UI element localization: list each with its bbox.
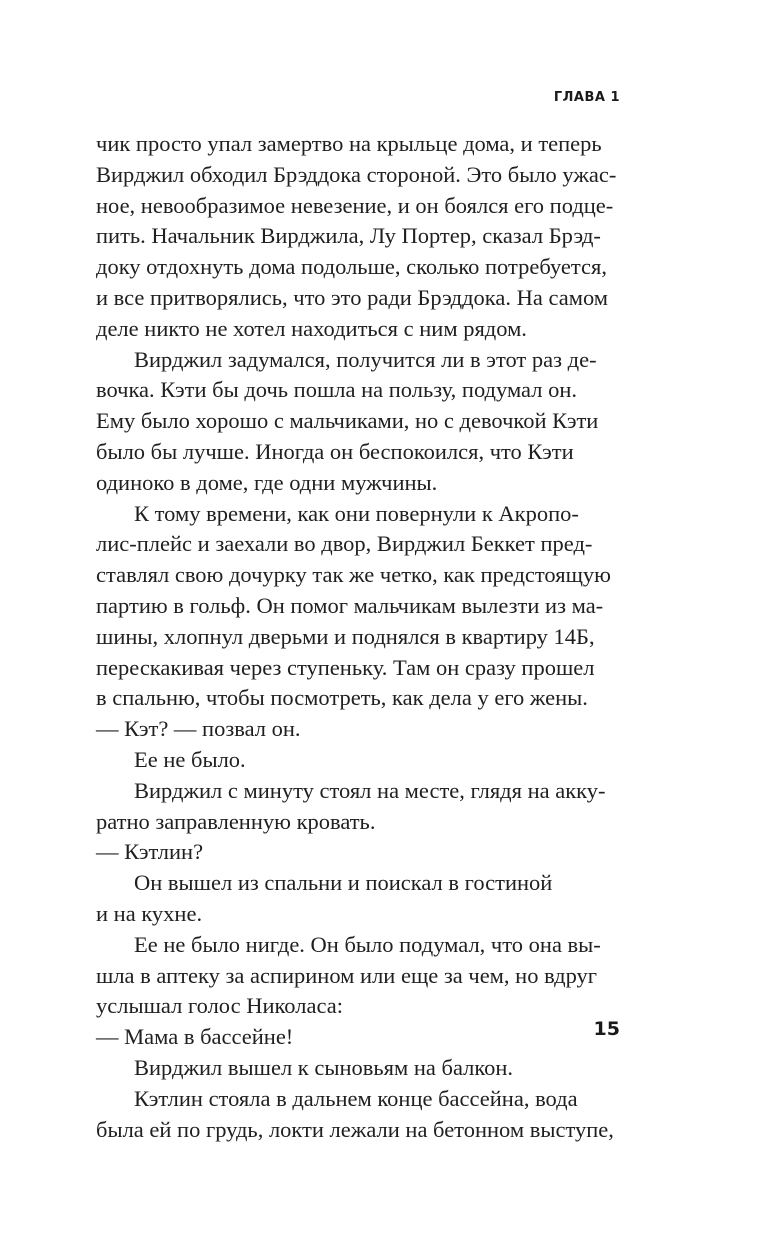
text-line: деле никто не хотел находиться с ним рядом. [96,315,527,341]
text-line: было бы лучше. Иногда он беспокоился, что Кэти [96,438,574,464]
text-line: Кэтлин стояла в дальнем конце бассейна, вода [134,1085,578,1111]
text-line: Вирджил обходил Брэддока стороной. Это было ужас- [96,161,617,187]
running-head: ГЛАВА 1 [553,90,620,105]
text-line: Вирджил задумался, получится ли в этот раз де- [134,346,597,372]
text-line: Ее не было нигде. Он было подумал, что она вы- [134,931,601,957]
text-line: и на кухне. [96,900,203,926]
text-line: ставлял свою дочурку так же четко, как предстоящую [96,562,611,588]
text-line: пить. Начальник Вирджила, Лу Портер, сказал Брэд- [96,223,601,249]
text-line: — Мама в бассейне! [96,1024,294,1050]
text-line: чик просто упал замертво на крыльце дома, и теперь [96,131,602,156]
text-line: доку отдохнуть дома подольше, сколько потребуется, [96,254,607,280]
page-number: 15 [593,1018,620,1040]
text-line: Он вышел из спальни и поискал в гостиной [134,870,553,896]
text-line: Вирджил вышел к сыновьям на балкон. [134,1054,514,1080]
text-line: ное, невообразимое невезение, и он боялся его подце- [96,192,614,218]
text-line: шины, хлопнул дверьми и поднялся в квартиру 14Б, [96,623,595,649]
text-line: Вирджил с минуту стоял на месте, глядя на акку- [134,777,606,803]
text-line: в спальню, чтобы посмотреть, как дела у его жены. [96,685,588,711]
text-line: партию в гольф. Он помог мальчикам вылезти из ма- [96,592,604,618]
text-line: К тому времени, как они повернули к Акропо- [134,500,579,526]
text-line: Ему было хорошо с мальчиками, но с девочкой Кэти [96,408,599,434]
text-line: лис-плейс и заехали во двор, Вирджил Беккет пред- [96,531,593,557]
text-line: перескакивая через ступеньку. Там он сразу прошел [96,654,595,680]
text-line: была ей по грудь, локти лежали на бетонном выступе, [96,1116,614,1142]
text-line: и все притворялись, что это ради Брэддока. На самом [96,284,609,310]
body-text [96,129,622,1145]
text-line: шла в аптеку за аспирином или еще за чем, но вдруг [96,962,598,988]
text-line: — Кэтлин? [96,839,204,865]
text-line: Ее не было. [134,746,246,772]
text-line: — Кэт? — позвал он. [96,716,301,742]
text-line: одиноко в доме, где одни мужчины. [96,469,438,495]
text-line: вочка. Кэти бы дочь пошла на пользу, подумал он. [96,377,577,403]
text-line: ратно заправленную кровать. [96,808,376,834]
text-line: услышал голос Николаса: [96,993,343,1019]
